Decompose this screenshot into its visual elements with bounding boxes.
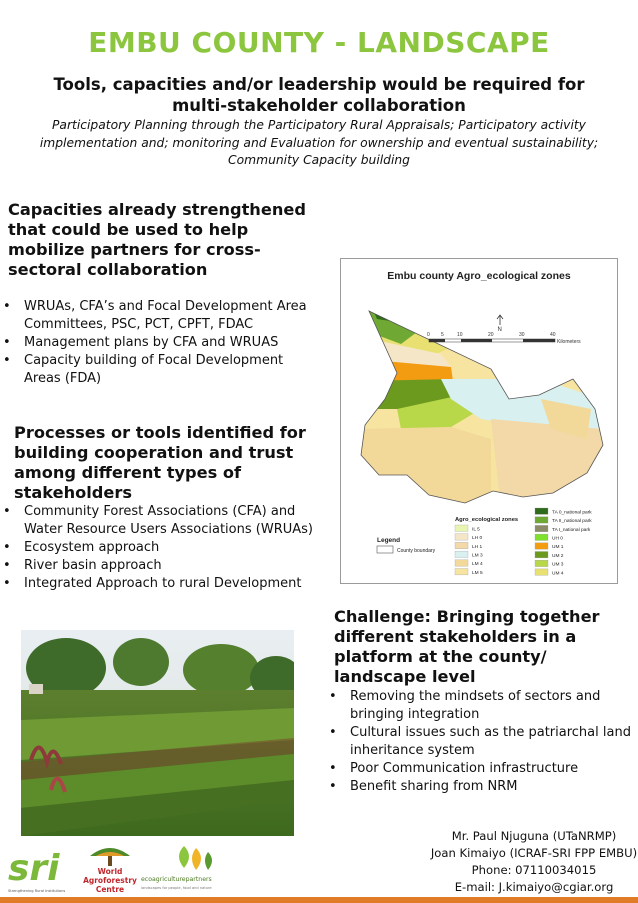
challenge-list <box>326 688 636 796</box>
poster-subtitle: Tools, capacities and/or leadership would be required for multi-stakeholder collaboration <box>53 75 585 115</box>
zone-label: LM 5 <box>472 570 483 576</box>
map-graphic <box>341 259 617 583</box>
zones-title: Agro_ecological zones <box>455 517 519 523</box>
zones-right <box>535 508 592 576</box>
zone-swatch <box>455 551 468 557</box>
list-item: • Poor Communication infrastructure <box>326 760 636 778</box>
contact-phone: Phone: 07110034015 <box>471 863 597 877</box>
zone-label: LH 1 <box>472 544 483 550</box>
intro-text: Participatory Planning through the Participatory Rural Appraisals; Participatory activity implementation and; monitoring and Evaluation for ownership and eventual sustainability; Community Capacity building <box>39 118 599 167</box>
list-item: • Benefit sharing from NRM <box>326 778 636 796</box>
list-item: • Cultural issues such as the patriarchal land inheritance system <box>326 724 636 760</box>
contact-name: Mr. Paul Njuguna (UTaNRMP) <box>451 829 617 843</box>
zone-swatch <box>535 517 548 523</box>
scale-unit: Kilometers <box>557 339 581 345</box>
contact-name-2: Joan Kimaiyo (ICRAF-SRI FPP EMBU) <box>430 846 638 860</box>
legend-boundary: County boundary <box>397 548 436 554</box>
poster-title: EMBU COUNTY - LANDSCAPE <box>88 26 550 59</box>
zones-left <box>455 525 483 576</box>
scale-tick: 0 <box>427 332 430 338</box>
capacities-list <box>0 298 318 388</box>
zone-label: UM 4 <box>552 571 564 577</box>
north-arrow-icon <box>497 315 503 333</box>
scale-tick: 30 <box>519 332 525 338</box>
partner-logos <box>6 842 296 898</box>
list-item: • Management plans by CFA and WRUAS <box>0 334 318 352</box>
list-item: • Removing the mindsets of sectors and bringing integration <box>326 688 636 724</box>
zone-label: TA I_national park <box>552 527 591 533</box>
processes-list <box>0 503 332 593</box>
map-zones <box>341 259 617 583</box>
svg-text:N: N <box>497 327 502 333</box>
scale-tick: 40 <box>550 332 556 338</box>
zone-label: UH 0 <box>552 536 563 542</box>
zone-label: LM 3 <box>472 553 483 559</box>
svg-text:World: World <box>97 867 123 876</box>
sri-logo <box>8 848 65 893</box>
zone-label: UM 1 <box>552 545 564 551</box>
ecoagriculture-logo <box>141 846 212 890</box>
zone-swatch <box>455 542 468 548</box>
challenge-heading: Challenge: Bringing together different stakeholders in a platform at the county/ landscape level <box>334 607 600 686</box>
zone-swatch <box>535 552 548 558</box>
contact-email: E-mail: J.kimaiyo@cgiar.org <box>454 880 614 894</box>
nursery-photo <box>21 630 294 836</box>
zone-label: TA II_national park <box>552 519 592 525</box>
zone-label: LH 0 <box>472 536 483 542</box>
zone-swatch <box>535 569 548 575</box>
list-item: • Community Forest Associations (CFA) and Water Resource Users Associations (WRUAs) <box>0 503 332 539</box>
zone-swatch <box>455 534 468 540</box>
processes-heading: Processes or tools identified for building cooperation and trust among different types of stakeholders <box>14 423 306 502</box>
world-agroforestry-logo <box>83 848 137 894</box>
scale-tick: 10 <box>457 332 463 338</box>
scale-bar <box>427 332 581 345</box>
zone-swatch <box>535 534 548 540</box>
list-item: • River basin approach <box>0 557 332 575</box>
zone-label: LM 4 <box>472 562 483 568</box>
zone-swatch <box>535 560 548 566</box>
legend-title: Legend <box>377 537 401 544</box>
svg-text:landscapes for people, food an: landscapes for people, food and nature <box>141 886 212 890</box>
scale-tick: 5 <box>441 332 444 338</box>
list-item: • Integrated Approach to rural Development <box>0 575 332 593</box>
agro-ecological-map <box>340 258 618 584</box>
svg-text:sri: sri <box>8 848 60 889</box>
svg-text:ecoagriculturepartners: ecoagriculturepartners <box>141 876 212 883</box>
zone-swatch <box>455 560 468 566</box>
svg-text:Strengthening Rural Institutio: Strengthening Rural Institutions <box>8 889 66 893</box>
map-title: Embu county Agro_ecological zones <box>387 270 571 282</box>
scale-tick: 20 <box>488 332 494 338</box>
photo-graphic <box>21 630 294 836</box>
bottom-bar <box>0 897 638 903</box>
zone-swatch <box>535 508 548 514</box>
boundary-swatch <box>377 546 393 553</box>
list-item: • Capacity building of Focal Development Areas (FDA) <box>0 352 318 388</box>
contact-block <box>430 828 638 896</box>
zone-swatch <box>455 525 468 531</box>
zone-label: UM 2 <box>552 553 564 559</box>
zone-swatch <box>455 569 468 575</box>
list-item: • Ecosystem approach <box>0 539 332 557</box>
zone-label: UM 3 <box>552 562 564 568</box>
zone-swatch <box>535 525 548 531</box>
zone-swatch <box>535 543 548 549</box>
zone-label: IL 5 <box>472 527 480 533</box>
list-item: • WRUAs, CFA’s and Focal Development Area Committees, PSC, PCT, CPFT, FDAC <box>0 298 318 334</box>
svg-text:Centre: Centre <box>95 885 125 894</box>
zone-label: TA 0_national park <box>552 510 592 516</box>
svg-text:Agroforestry: Agroforestry <box>83 876 137 885</box>
logos-graphic <box>6 842 296 898</box>
map-legend <box>377 508 592 576</box>
capacities-heading: Capacities already strengthened that could be used to help mobilize partners for cross-sectoral collaboration <box>8 200 306 279</box>
